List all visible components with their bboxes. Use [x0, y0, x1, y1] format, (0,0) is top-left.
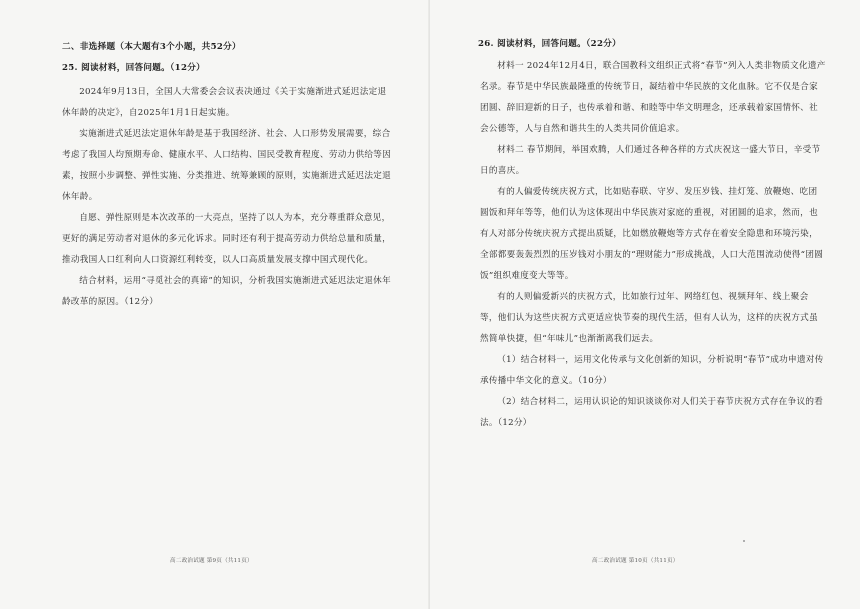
q26-material-1: 材料一 2024年12月4日，联合国教科文组织正式将“春节”列入人类非物质文化遗产名录。春节是中华民族最隆重的传统节日，凝结着中华民族的文化血脉。它不仅是合家团圆、辞旧迎新的日子，也传承着和谐、和睦等中华文明理念，还承载着家国情怀、社会公德等，人与自然和谐共生的人类共同价值追求。 [480, 61, 826, 134]
q26-subquestion-2: （2）结合材料二，运用认识论的知识谈谈你对人们关于春节庆祝方式存在争议的看法。（12分） [480, 397, 824, 428]
q26-material-2: 材料二 春节期间，举国欢腾，人们通过各种各样的方式庆祝这一盛大节日，辛受节日的喜庆。 [480, 145, 821, 176]
q26-paragraph-traditional: 有的人偏爱传统庆祝方式，比如贴春联、守岁、发压岁钱、挂灯笼、放鞭炮、吃团圆饭和拜年等等，他们认为这体现出中华民族对家庭的重视，对团圆的追求，然而，也有人对部分传统庆祝方式提出质疑，比如燃放鞭炮等方式存在着安全隐患和环境污染，全部都要轰轰烈烈的压岁钱对小朋友的“理财能力”形成挑战，人口大范围流动使得“团圆饭”组织难度变大等等。 [480, 187, 824, 281]
q26-subquestion-1: （1）结合材料一，运用文化传承与文化创新的知识，分析说明“春节”成功申遗对传承传播中华文化的意义。（10分） [480, 355, 824, 386]
question-26-material [480, 56, 826, 434]
q25-question: 结合材料，运用“寻觅社会的真谛”的知识，分析我国实施渐进式延迟法定退休年龄改革的原因。（12分） [62, 276, 391, 307]
question-25-title: 25. 阅读材料，回答问题。（12分） [62, 63, 206, 73]
right-page [430, 0, 860, 609]
q25-paragraph-3: 自愿、弹性原则是本次改革的一大亮点，坚持了以人为本，充分尊重群众意见，更好的满足劳动者对退休的多元化诉求。同时还有利于提高劳动力供给总量和质量，推动我国人口红利向人口资源红利转变，以人口高质量发展支撑中国式现代化。 [62, 213, 392, 265]
q25-paragraph-2: 实施渐进式延迟法定退休年龄是基于我国经济、社会、人口形势发展需要，综合考虑了我国人均预期寿命、健康水平、人口结构、国民受教育程度、劳动力供给等因素，按照小步调整、弹性实施、分类推进、统筹兼顾的原则，实施渐进式延迟法定退休年龄。 [62, 129, 392, 202]
question-25-material [62, 82, 394, 313]
right-page-footer: 高二政治试题 第10页（共11页） [592, 558, 679, 564]
scan-speck [743, 540, 745, 542]
section-title: 二、非选择题（本大题有3个小题，共52分） [62, 42, 241, 52]
left-page-footer: 高二政治试题 第9页（共11页） [170, 558, 253, 564]
q26-paragraph-new: 有的人则偏爱新兴的庆祝方式，比如旅行过年、网络红包、视频拜年、线上聚会等，他们认为这些庆祝方式更适应快节奏的现代生活，但有人认为，这样的庆祝方式虽然简单快捷，但“年味儿”也渐渐离我们远去。 [480, 292, 818, 344]
question-26-title: 26. 阅读材料，回答问题。（22分） [478, 39, 622, 49]
q25-paragraph-1: 2024年9月13日，全国人大常委会会议表决通过《关于实施渐进式延迟法定退休年龄的决定》，自2025年1月1日起实施。 [62, 87, 387, 118]
